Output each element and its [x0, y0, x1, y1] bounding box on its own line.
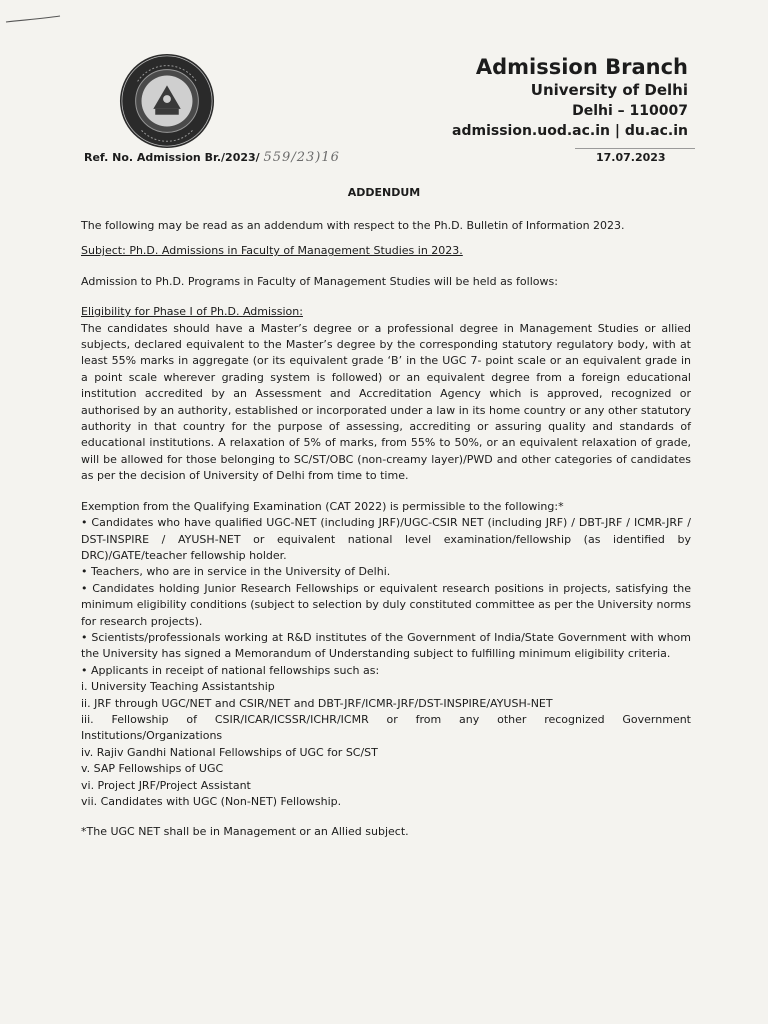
exemption-bullet: • Teachers, who are in service in the University of Delhi.	[81, 565, 391, 579]
reference-handwritten: 559/23)16	[263, 150, 340, 165]
fellowship-item: ii. JRF through UGC/NET and CSIR/NET and DBT-JRF/ICMR-JRF/DST-INSPIRE/AYUSH-NET	[81, 696, 553, 710]
admission-line: Admission to Ph.D. Programs in Faculty of Management Studies will be held as follows:	[81, 274, 558, 288]
intro-paragraph: The following may be read as an addendum with respect to the Ph.D. Bulletin of Information 2023.	[81, 219, 625, 232]
subject-line: Subject: Ph.D. Admissions in Faculty of Management Studies in 2023.	[81, 244, 463, 258]
date-rule	[575, 148, 695, 149]
exemption-bullet: • Applicants in receipt of national fellowships such as:	[81, 663, 380, 677]
exemption-bullet: • Scientists/professionals working at R&D institutes of the Government of India/State Government with whom the University has signed a Memorandum of Understanding subject to fulfilling minimum eligibility criteria.	[81, 630, 691, 661]
city-pincode: Delhi – 110007	[572, 103, 688, 119]
exemption-bullet: • Candidates who have qualified UGC-NET (including JRF)/UGC-CSIR NET (including JRF) / DBT-JRF / ICMR-JRF / DST-INSPIRE / AYUSH-NET or equivalent national level examination/fellowship (as identified by DRC)/GATE/teacher fellowship holder.	[81, 516, 691, 562]
fellowship-item: v. SAP Fellowships of UGC	[81, 762, 224, 776]
reference-number	[84, 150, 340, 165]
pen-mark	[4, 10, 64, 26]
eligibility-heading: Eligibility for Phase I of Ph.D. Admission:	[81, 305, 303, 319]
eligibility-paragraph: The candidates should have a Master’s degree or a professional degree in Management Studies or allied subjects, declared equivalent to the Master’s degree by the corresponding statutory regulatory body, with at least 55% marks in aggregate (or its equivalent grade ‘B’ in the UGC 7- point scale or an equivalent grade in a point scale wherever grading system is followed) or an equivalent degree from a foreign educational institution accredited by an Assessment and Accreditation Agency which is approved, recognized or authorised by an authority, established or incorporated under a law in its home country or any other statutory authority in that country for the purpose of assessing, accrediting or assuring quality and standards of educational institutions. A relaxation of 5% of marks, from 55% to 50%, or an equivalent relaxation of grade, will be allowed for those belonging to SC/ST/OBC (non-creamy layer)/PWD and other categories of candidates as per the decision of University of Delhi from time to time.	[81, 321, 691, 483]
fellowship-item: iv. Rajiv Gandhi National Fellowships of UGC for SC/ST	[81, 745, 378, 759]
exemption-heading: Exemption from the Qualifying Examination (CAT 2022) is permissible to the following:*	[81, 499, 564, 513]
document-body	[81, 218, 691, 841]
fellowship-item: vi. Project JRF/Project Assistant	[81, 778, 251, 792]
admission-branch-title: Admission Branch	[475, 55, 688, 79]
fellowship-item: iii. Fellowship of CSIR/ICAR/ICSSR/ICHR/ICMR or from any other recognized Government Institutions/Organizations	[81, 712, 691, 743]
footnote: *The UGC NET shall be in Management or an Allied subject.	[81, 825, 409, 839]
institution-header	[452, 54, 688, 142]
document-title: ADDENDUM	[347, 186, 421, 199]
university-name: University of Delhi	[530, 81, 688, 99]
document-date: 17.07.2023	[596, 151, 666, 164]
fellowship-item: i. University Teaching Assistantship	[81, 680, 275, 694]
exemption-bullet: • Candidates holding Junior Research Fellowships or equivalent research positions in projects, satisfying the minimum eligibility conditions (subject to selection by duly constituted committee as per the University norms for research projects).	[81, 581, 691, 628]
website-links: admission.uod.ac.in | du.ac.in	[452, 123, 688, 139]
fellowship-item: vii. Candidates with UGC (Non-NET) Fellowship.	[81, 795, 342, 808]
reference-label: Ref. No. Admission Br./2023/	[84, 151, 260, 164]
university-seal-logo	[118, 52, 216, 150]
